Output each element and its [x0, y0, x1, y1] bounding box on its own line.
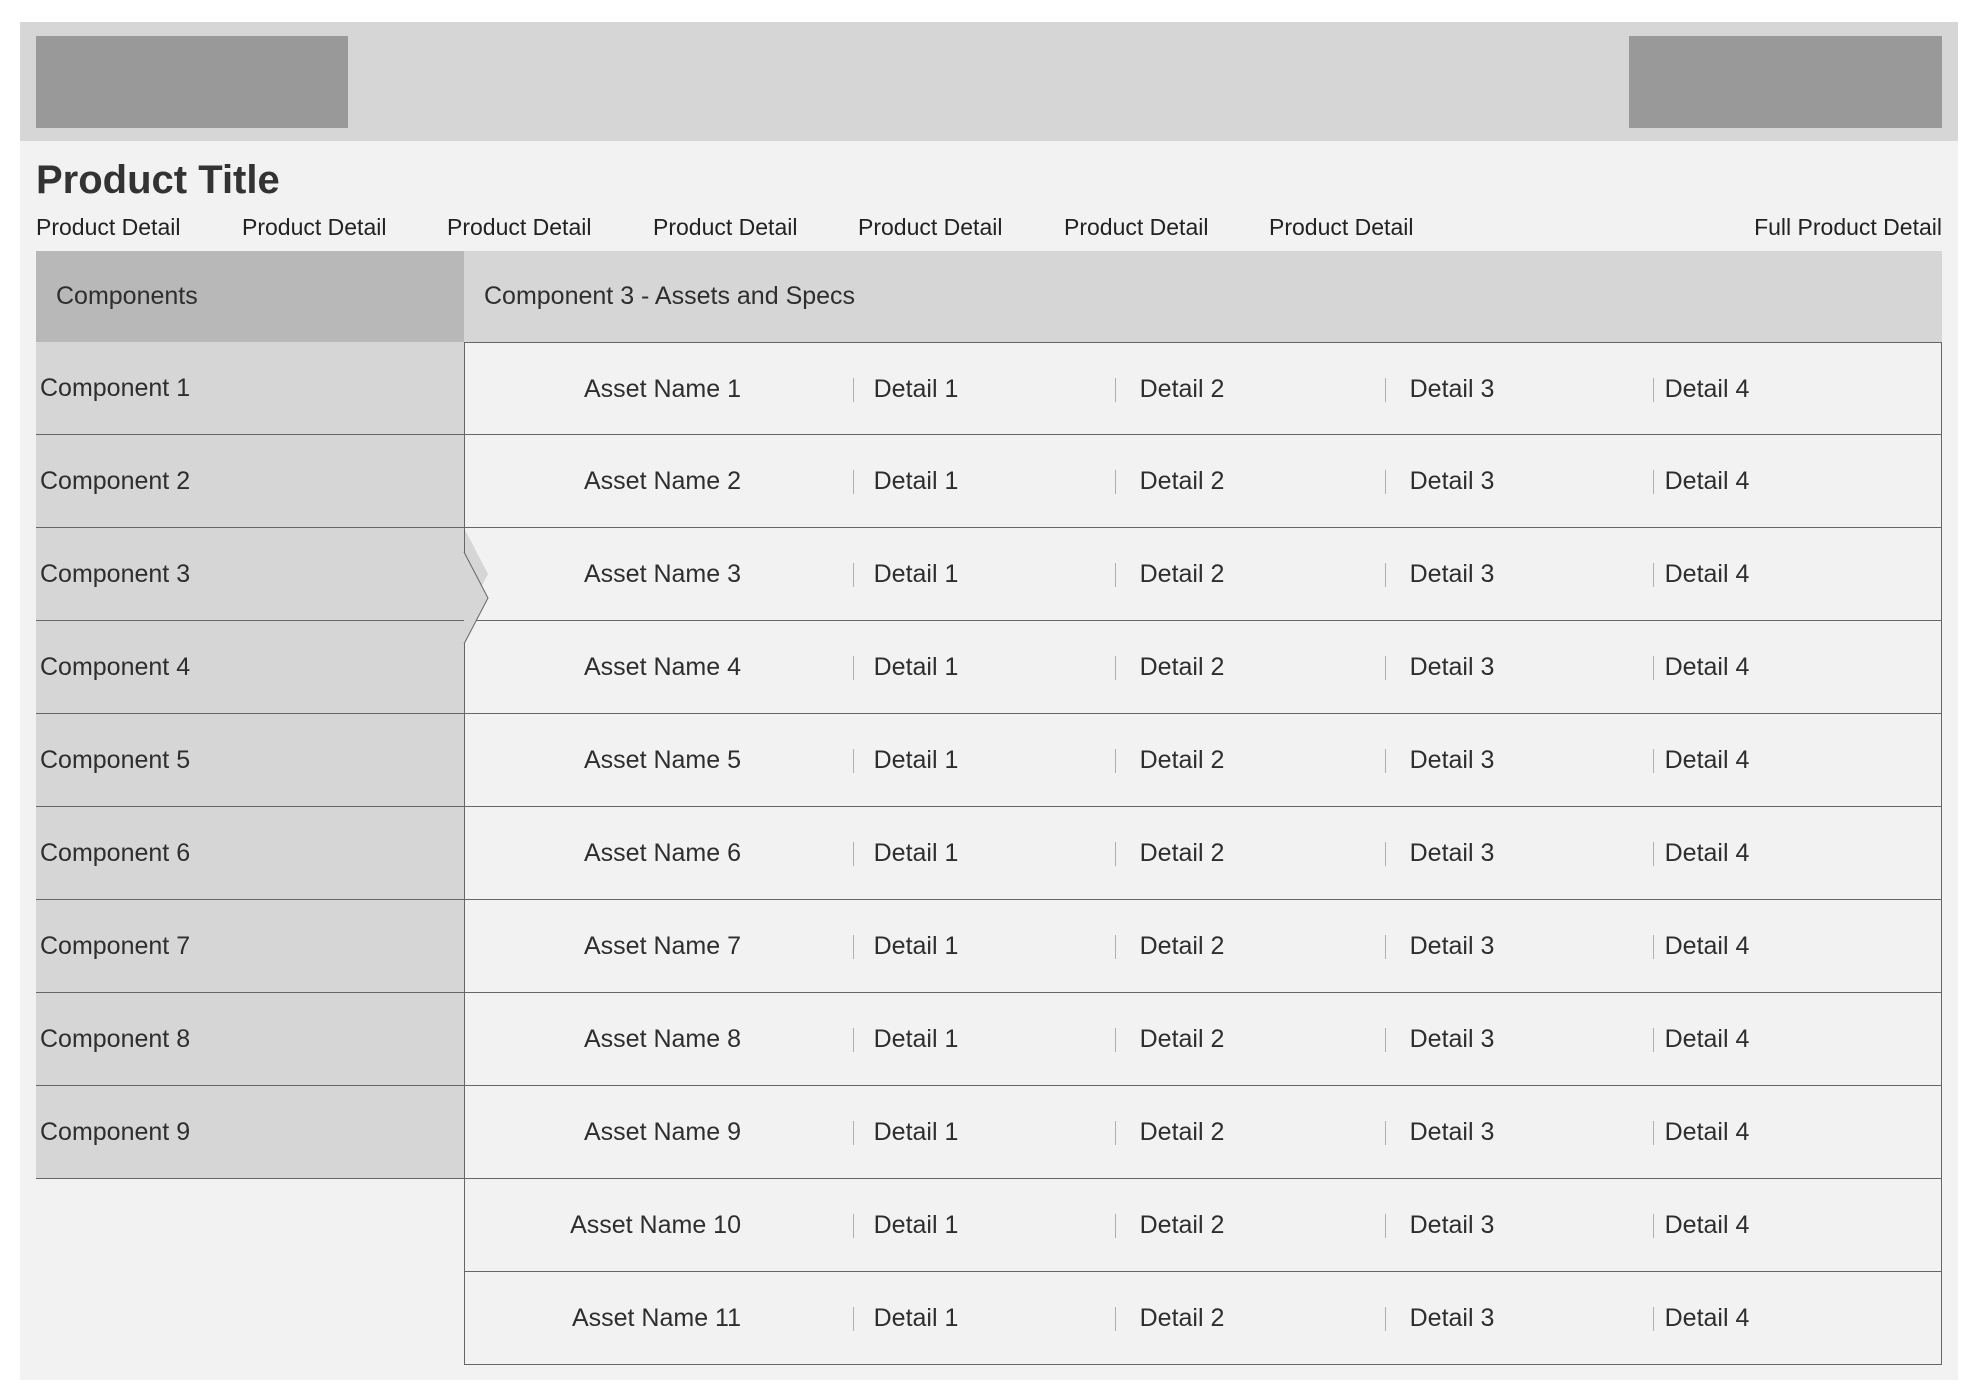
asset-name: Asset Name 11 [571, 1303, 741, 1332]
asset-detail-3: Detail 3 [1409, 466, 1495, 495]
asset-detail-3: Detail 3 [1409, 745, 1495, 774]
asset-detail-4: Detail 4 [1664, 745, 1750, 774]
column-separator [1115, 842, 1116, 866]
product-detail-link-3[interactable]: Product Detail [447, 214, 592, 240]
asset-detail-1: Detail 1 [873, 1117, 959, 1146]
asset-name: Asset Name 10 [570, 1210, 741, 1239]
asset-detail-2: Detail 2 [1139, 931, 1225, 960]
asset-detail-4: Detail 4 [1664, 838, 1750, 867]
logo-placeholder[interactable] [36, 36, 348, 128]
asset-detail-4: Detail 4 [1664, 559, 1750, 588]
asset-detail-2: Detail 2 [1139, 374, 1225, 403]
asset-row-3[interactable] [465, 528, 1941, 621]
header-action-placeholder[interactable] [1629, 36, 1942, 128]
header-bar [20, 22, 1958, 141]
components-header-label: Components [56, 282, 198, 310]
asset-detail-1: Detail 1 [873, 374, 959, 403]
column-separator [1385, 470, 1386, 494]
asset-row-2[interactable] [465, 435, 1941, 528]
product-detail-link-5[interactable]: Product Detail [858, 214, 1003, 240]
full-product-detail-link[interactable]: Full Product Detail [1754, 214, 1942, 240]
asset-detail-3: Detail 3 [1409, 1210, 1495, 1239]
column-separator [1385, 935, 1386, 959]
column-separator [1115, 1121, 1116, 1145]
component-item-7[interactable] [36, 900, 464, 993]
asset-table [464, 342, 1942, 1365]
page-title: Product Title [36, 158, 280, 202]
asset-detail-2: Detail 2 [1139, 652, 1225, 681]
component-item-label: Component 7 [40, 931, 191, 960]
asset-row-10[interactable] [465, 1179, 1941, 1272]
asset-row-8[interactable] [465, 993, 1941, 1086]
asset-detail-2: Detail 2 [1139, 1210, 1225, 1239]
asset-detail-3: Detail 3 [1409, 1303, 1495, 1332]
asset-row-11[interactable] [465, 1272, 1941, 1365]
asset-detail-3: Detail 3 [1409, 1117, 1495, 1146]
component-item-3[interactable] [36, 528, 464, 621]
asset-detail-4: Detail 4 [1664, 652, 1750, 681]
asset-name: Asset Name 3 [583, 559, 741, 588]
asset-detail-1: Detail 1 [873, 838, 959, 867]
column-separator [1115, 1214, 1116, 1238]
product-detail-link-1[interactable]: Product Detail [36, 214, 181, 240]
asset-detail-1: Detail 1 [873, 466, 959, 495]
column-separator [1115, 749, 1116, 773]
asset-name: Asset Name 8 [583, 1024, 741, 1053]
page-frame [20, 22, 1958, 1380]
column-separator [1385, 1028, 1386, 1052]
asset-detail-4: Detail 4 [1664, 1024, 1750, 1053]
asset-row-7[interactable] [465, 900, 1941, 993]
component-item-label: Component 9 [40, 1117, 191, 1146]
asset-detail-1: Detail 1 [873, 1024, 959, 1053]
asset-detail-4: Detail 4 [1664, 931, 1750, 960]
component-item-8[interactable] [36, 993, 464, 1086]
column-separator [1385, 749, 1386, 773]
asset-detail-3: Detail 3 [1409, 652, 1495, 681]
product-detail-link-2[interactable]: Product Detail [242, 214, 387, 240]
asset-detail-2: Detail 2 [1139, 1303, 1225, 1332]
components-header [36, 251, 464, 342]
asset-name: Asset Name 5 [583, 745, 741, 774]
column-separator [1115, 563, 1116, 587]
component-item-label: Component 5 [40, 745, 191, 774]
component-item-label: Component 8 [40, 1024, 191, 1053]
asset-row-6[interactable] [465, 807, 1941, 900]
asset-detail-2: Detail 2 [1139, 838, 1225, 867]
column-separator [1385, 656, 1386, 680]
assets-header [464, 251, 1942, 342]
asset-detail-2: Detail 2 [1139, 466, 1225, 495]
column-separator [1115, 378, 1116, 402]
asset-name: Asset Name 9 [583, 1117, 741, 1146]
component-item-4[interactable] [36, 621, 464, 714]
asset-name: Asset Name 7 [583, 931, 741, 960]
asset-detail-2: Detail 2 [1139, 559, 1225, 588]
asset-detail-3: Detail 3 [1409, 374, 1495, 403]
column-separator [1385, 1214, 1386, 1238]
asset-detail-3: Detail 3 [1409, 559, 1495, 588]
component-item-label: Component 6 [40, 838, 191, 867]
column-separator [1385, 842, 1386, 866]
asset-row-1[interactable] [465, 342, 1941, 435]
asset-name: Asset Name 4 [583, 652, 741, 681]
asset-detail-1: Detail 1 [873, 931, 959, 960]
asset-detail-1: Detail 1 [873, 745, 959, 774]
asset-detail-1: Detail 1 [873, 1210, 959, 1239]
asset-detail-1: Detail 1 [873, 1303, 959, 1332]
asset-detail-4: Detail 4 [1664, 374, 1750, 403]
column-separator [1115, 935, 1116, 959]
asset-detail-4: Detail 4 [1664, 1303, 1750, 1332]
asset-detail-3: Detail 3 [1409, 1024, 1495, 1053]
asset-detail-4: Detail 4 [1664, 466, 1750, 495]
product-detail-link-7[interactable]: Product Detail [1269, 214, 1414, 240]
component-list [36, 342, 464, 1179]
column-separator [1385, 1121, 1386, 1145]
component-item-label: Component 3 [40, 559, 191, 588]
asset-row-9[interactable] [465, 1086, 1941, 1179]
column-separator [1115, 470, 1116, 494]
component-item-6[interactable] [36, 807, 464, 900]
component-item-label: Component 4 [40, 652, 191, 681]
component-item-label: Component 2 [40, 466, 191, 495]
product-detail-link-4[interactable]: Product Detail [653, 214, 798, 240]
asset-detail-4: Detail 4 [1664, 1210, 1750, 1239]
asset-name: Asset Name 6 [583, 838, 741, 867]
component-item-label: Component 1 [40, 373, 191, 402]
asset-detail-2: Detail 2 [1139, 1117, 1225, 1146]
assets-header-label: Component 3 - Assets and Specs [484, 282, 856, 310]
column-separator [1385, 378, 1386, 402]
asset-detail-3: Detail 3 [1409, 838, 1495, 867]
asset-detail-4: Detail 4 [1664, 1117, 1750, 1146]
asset-detail-2: Detail 2 [1139, 745, 1225, 774]
asset-detail-3: Detail 3 [1409, 931, 1495, 960]
column-separator [1115, 656, 1116, 680]
product-detail-link-6[interactable]: Product Detail [1064, 214, 1209, 240]
asset-detail-2: Detail 2 [1139, 1024, 1225, 1053]
asset-detail-1: Detail 1 [873, 652, 959, 681]
asset-detail-1: Detail 1 [873, 559, 959, 588]
column-separator [1115, 1028, 1116, 1052]
asset-row-4[interactable] [465, 621, 1941, 714]
asset-name: Asset Name 2 [583, 466, 741, 495]
selected-chevron-icon [464, 552, 490, 645]
component-item-2[interactable] [36, 435, 464, 528]
column-separator [1385, 1307, 1386, 1331]
column-separator [1115, 1307, 1116, 1331]
component-item-9[interactable] [36, 1086, 464, 1179]
column-separator [1385, 563, 1386, 587]
component-item-5[interactable] [36, 714, 464, 807]
asset-row-5[interactable] [465, 714, 1941, 807]
asset-name: Asset Name 1 [583, 374, 741, 403]
component-item-1[interactable] [36, 342, 464, 435]
